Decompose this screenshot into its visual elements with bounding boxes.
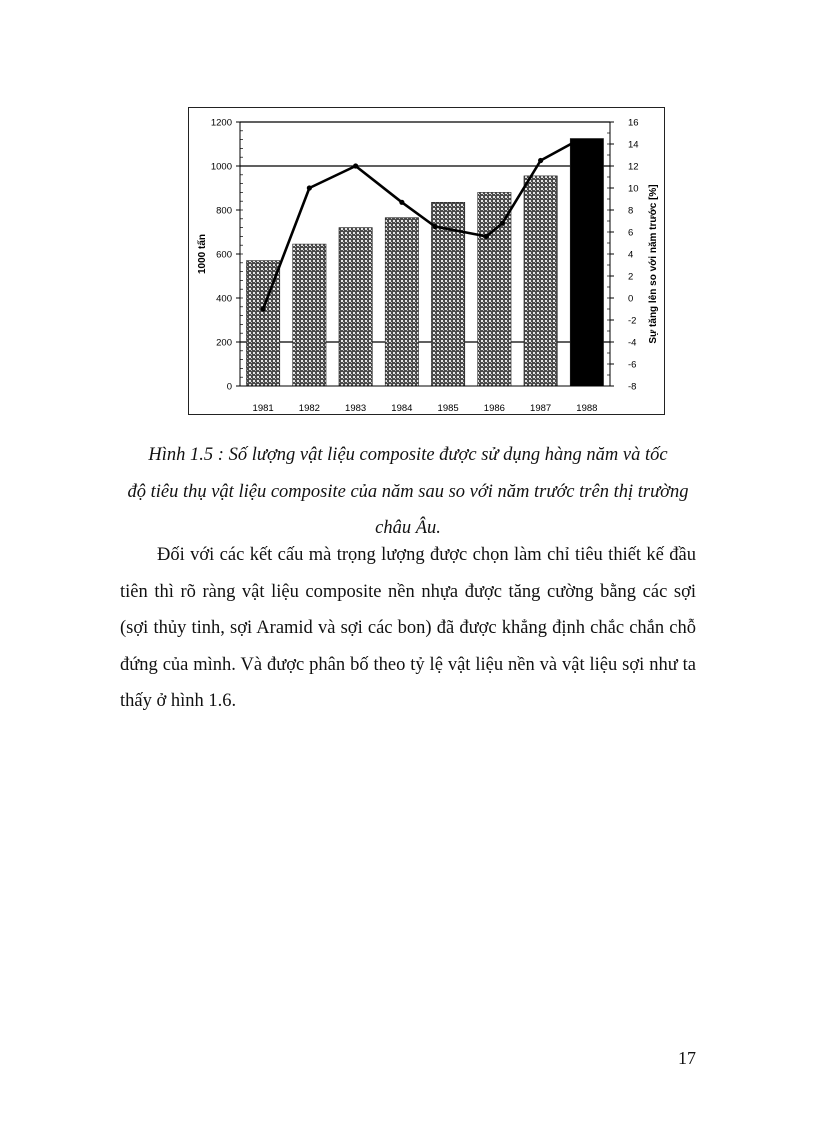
bar-1986 [478,192,511,386]
bar-line-chart [189,108,666,416]
growth-point [261,306,266,311]
left-tick-label: 400 [216,293,232,305]
figure-caption [120,437,696,547]
right-axis-title: Sự tăng lên so với năm trước [%] [648,184,659,344]
growth-point [353,163,358,168]
bar-1988 [570,139,603,387]
left-tick-label: 200 [216,337,232,349]
x-tick-label: 1985 [437,403,459,414]
right-tick-label: 4 [628,249,634,261]
x-tick-label: 1983 [345,403,367,414]
x-tick-label: 1981 [252,403,274,414]
left-tick-label: 1000 [210,161,232,173]
caption-line-3: châu Âu. [375,518,441,538]
bar-1984 [385,218,418,386]
right-tick-label: 10 [628,183,639,195]
left-tick-label: 1200 [210,117,232,129]
growth-point [500,221,505,226]
right-tick-label: 2 [628,271,634,283]
growth-point [538,158,543,163]
growth-point [307,185,312,190]
right-tick-label: 8 [628,205,634,217]
bar-1983 [339,228,372,386]
right-tick-label: 6 [628,227,634,239]
x-tick-label: 1986 [483,403,505,414]
body-paragraph: Đối với các kết cấu mà trọng lượng được chọn làm chỉ tiêu thiết kế đầu tiên thì rõ ràng vật liệu composite nền nhựa được tăng cường bằng các sợi (sợi thủy tinh, sợi Aramid và sợi các bon) đã được khẳng định chắc chắn chỗ đứng của mình. Và được phân bố theo tỷ lệ vật liệu nền và vật liệu sợi như ta thấy ở hình 1.6. [120,545,696,711]
right-tick-label: -6 [628,359,637,371]
left-tick-label: 800 [216,205,232,217]
page-number: 17 [678,1048,696,1068]
x-tick-label: 1988 [576,403,598,414]
left-axis-title: 1000 tấn [197,233,208,275]
growth-point [432,224,437,229]
caption-line-1: Hình 1.5 : Số lượng vật liệu composite được sử dụng hàng năm và tốc [148,445,668,465]
bar-1982 [293,244,326,386]
right-tick-label: 12 [628,161,639,173]
bar-1987 [524,176,557,386]
chart-figure [188,107,665,415]
right-tick-label: 14 [628,139,639,151]
right-tick-label: 16 [628,117,639,129]
right-tick-label: -8 [628,381,637,393]
left-tick-label: 0 [226,381,232,393]
x-tick-label: 1982 [298,403,320,414]
x-tick-label: 1987 [530,403,552,414]
growth-point [399,200,404,205]
right-tick-label: -4 [628,337,637,349]
x-tick-label: 1984 [391,403,413,414]
right-tick-label: 0 [628,293,634,305]
left-tick-label: 600 [216,249,232,261]
right-tick-label: -2 [628,315,637,327]
caption-line-2: độ tiêu thụ vật liệu composite của năm sau so với năm trước trên thị trường [127,481,689,502]
growth-point [484,234,489,239]
